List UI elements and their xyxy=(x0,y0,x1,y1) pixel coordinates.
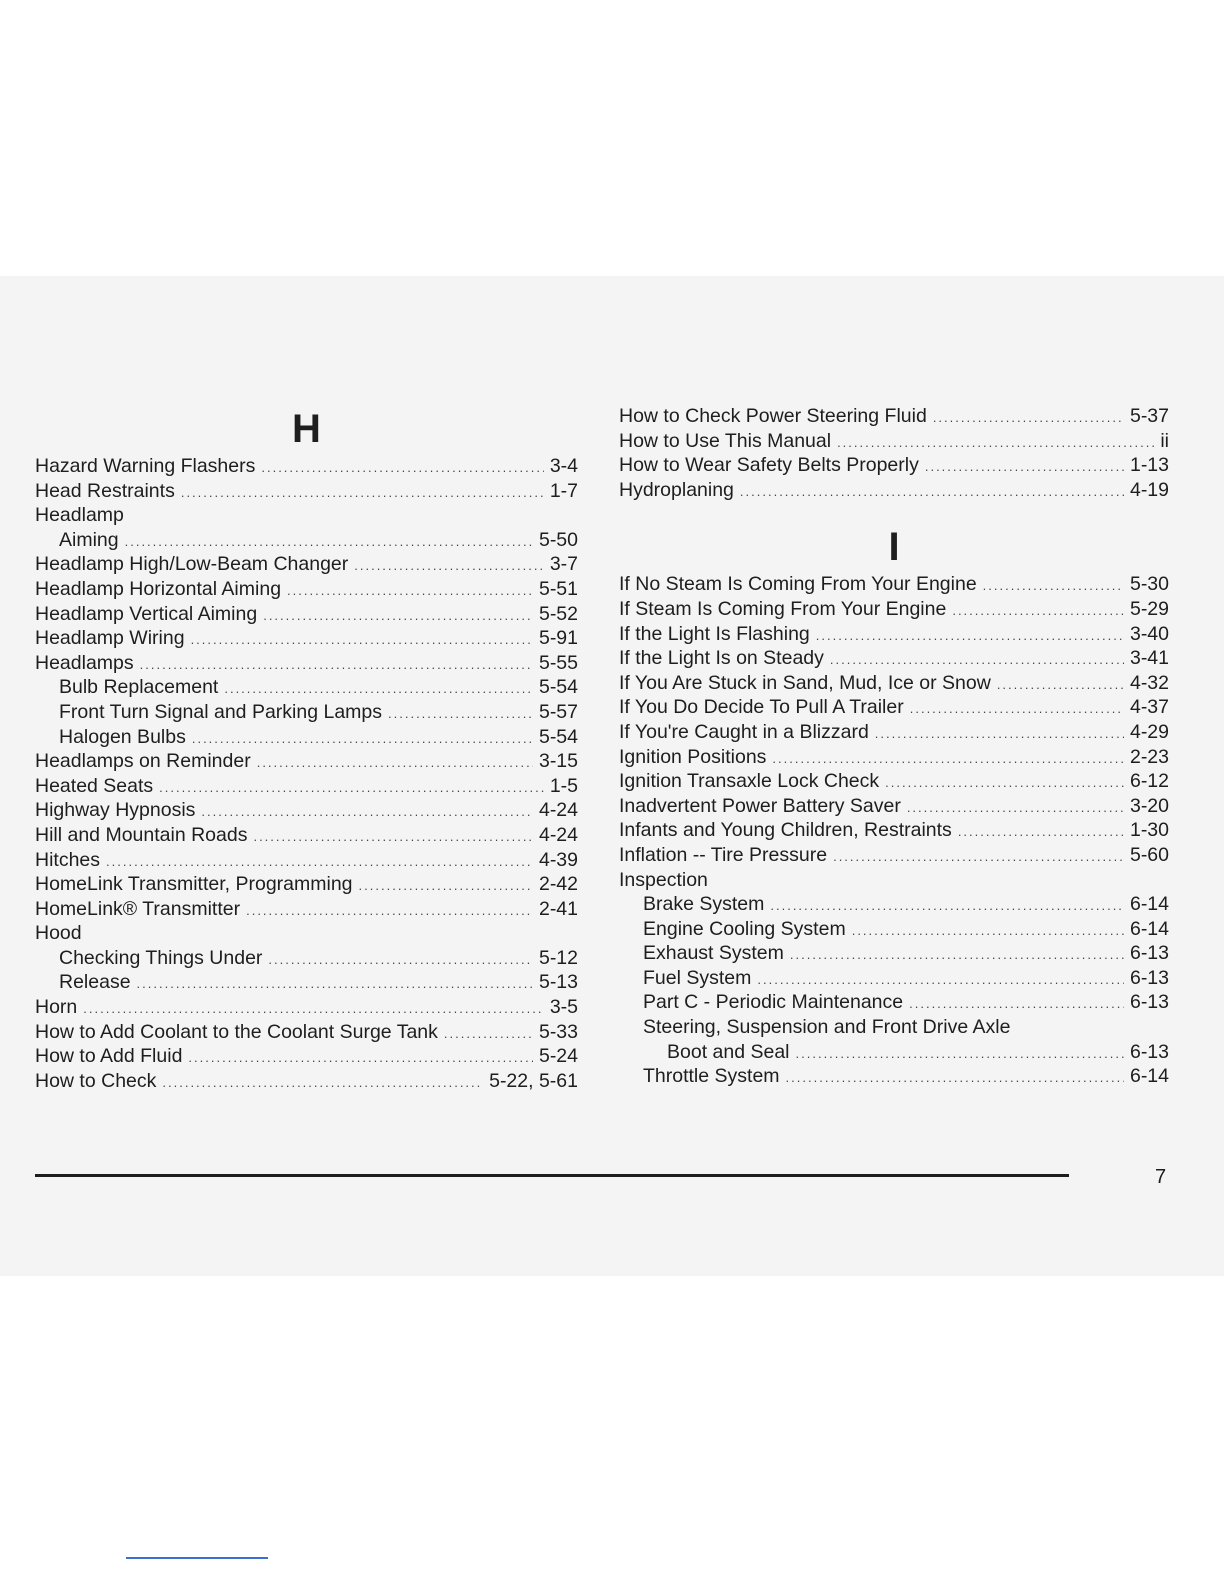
entry-text: Head Restraints xyxy=(35,479,175,502)
dot-leader xyxy=(444,1022,533,1047)
entry-page-ref: 4-32 xyxy=(1129,671,1169,694)
entry-text: If No Steam Is Coming From Your Engine xyxy=(619,573,977,596)
entry-text: Headlamps on Reminder xyxy=(35,750,251,773)
entry-text: Checking Things Under xyxy=(59,946,263,969)
entry-page-ref: 5-54 xyxy=(538,725,578,748)
entry-page-ref: ii xyxy=(1160,429,1169,452)
section-letter-h: H xyxy=(292,407,321,451)
index-entries-h-continued xyxy=(619,404,1169,502)
entry-page-ref: 5-55 xyxy=(538,651,578,674)
entry-page-ref: 5-52 xyxy=(538,602,578,625)
entry-page-ref: 5-33 xyxy=(538,1020,578,1043)
entry-text: Hazard Warning Flashers xyxy=(35,455,256,477)
entry-text: Horn xyxy=(35,996,78,1019)
entry-page-ref: 5-29 xyxy=(1129,597,1169,620)
index-entry xyxy=(35,479,578,504)
index-entry xyxy=(619,429,1169,454)
entry-page-ref: 1-13 xyxy=(1129,454,1169,477)
entry-page-ref: 6-13 xyxy=(1129,966,1169,989)
dot-leader xyxy=(837,431,1154,456)
entry-page-ref: 6-14 xyxy=(1129,1065,1169,1088)
dot-leader xyxy=(910,697,1124,722)
entry-page-ref: 1-30 xyxy=(1129,819,1169,842)
entry-text: Headlamp Vertical Aiming xyxy=(35,602,258,625)
index-entry xyxy=(619,966,1169,991)
index-entry xyxy=(619,794,1169,819)
dot-leader xyxy=(162,1071,483,1096)
dot-leader xyxy=(907,796,1124,821)
footer-rule xyxy=(35,1174,1069,1177)
dot-leader xyxy=(83,997,544,1022)
index-entry xyxy=(619,622,1169,647)
entry-text: Halogen Bulbs xyxy=(59,725,186,748)
entry-page-ref: 4-24 xyxy=(538,823,578,846)
index-entry xyxy=(619,453,1169,478)
entry-page-ref: 2-41 xyxy=(538,897,578,920)
index-entry xyxy=(35,725,578,750)
page-number: 7 xyxy=(1155,1166,1167,1188)
entry-page-ref: 3-4 xyxy=(549,455,578,477)
index-entry xyxy=(35,503,578,528)
section-letter-i: I xyxy=(888,525,900,570)
dot-leader xyxy=(137,972,533,997)
entry-text: Aiming xyxy=(59,528,119,551)
index-entry xyxy=(619,1040,1169,1065)
index-entry xyxy=(619,917,1169,942)
index-entry xyxy=(619,646,1169,671)
entry-text: Headlamp Wiring xyxy=(35,627,185,650)
index-entry xyxy=(619,941,1169,966)
dot-leader xyxy=(958,820,1124,845)
index-entry xyxy=(35,897,578,922)
entry-text: HomeLink® Transmitter xyxy=(35,897,241,920)
entry-page-ref: 5-37 xyxy=(1129,405,1169,427)
dot-leader xyxy=(201,800,533,825)
entry-text: Throttle System xyxy=(643,1065,780,1088)
dot-leader xyxy=(159,776,544,801)
entry-page-ref: 6-13 xyxy=(1129,1040,1169,1063)
entry-text: Fuel System xyxy=(643,966,752,989)
entry-page-ref: 6-14 xyxy=(1129,917,1169,940)
entry-page-ref: 4-19 xyxy=(1129,478,1169,501)
entry-page-ref: 5-24 xyxy=(538,1045,578,1068)
dot-leader xyxy=(192,727,533,752)
entry-page-ref: 2-23 xyxy=(1129,745,1169,768)
entry-text: Headlamp Horizontal Aiming xyxy=(35,577,282,600)
entry-page-ref: 5-60 xyxy=(1129,843,1169,866)
entry-text: Hill and Mountain Roads xyxy=(35,823,248,846)
entry-text: Headlamp High/Low-Beam Changer xyxy=(35,553,349,576)
dot-leader xyxy=(830,648,1124,673)
index-column-right xyxy=(619,404,1169,1089)
entry-page-ref: 5-12 xyxy=(538,946,578,969)
dot-leader xyxy=(354,554,544,579)
entry-page-ref: 6-13 xyxy=(1129,991,1169,1014)
dot-leader xyxy=(253,825,533,850)
dot-leader xyxy=(952,599,1124,624)
entry-page-ref: 5-22, 5-61 xyxy=(489,1069,578,1092)
dot-leader xyxy=(997,673,1124,698)
index-entry xyxy=(35,774,578,799)
index-entry xyxy=(35,798,578,823)
index-entry xyxy=(35,700,578,725)
index-entries-i xyxy=(619,572,1169,1088)
entry-text: If Steam Is Coming From Your Engine xyxy=(619,597,947,620)
index-entry xyxy=(35,1069,578,1094)
dot-leader xyxy=(125,530,533,555)
dot-leader xyxy=(106,850,533,875)
index-entry xyxy=(619,818,1169,843)
dot-leader xyxy=(268,948,533,973)
index-entry xyxy=(35,946,578,971)
entry-text: How to Add Fluid xyxy=(35,1045,183,1068)
entry-page-ref: 5-54 xyxy=(538,676,578,699)
entry-page-ref: 3-41 xyxy=(1129,647,1169,670)
index-entry xyxy=(35,651,578,676)
entry-text: If the Light Is Flashing xyxy=(619,622,810,645)
index-entry xyxy=(35,552,578,577)
entry-text: Ignition Positions xyxy=(619,745,767,768)
entry-text: Infants and Young Children, Restraints xyxy=(619,819,952,842)
entry-text: Inspection xyxy=(619,868,708,891)
dot-leader xyxy=(224,677,533,702)
dot-leader xyxy=(263,604,533,629)
entry-text: Headlamp xyxy=(35,504,124,527)
index-entry xyxy=(35,577,578,602)
index-entry xyxy=(35,528,578,553)
entry-text: Inadvertent Power Battery Saver xyxy=(619,794,901,817)
dot-leader xyxy=(983,574,1124,599)
index-entry xyxy=(619,990,1169,1015)
entry-text: Boot and Seal xyxy=(667,1040,790,1063)
entry-text: How to Check Power Steering Fluid xyxy=(619,405,927,427)
index-entry xyxy=(619,404,1169,429)
entry-page-ref: 1-7 xyxy=(549,479,578,502)
index-entry xyxy=(619,597,1169,622)
entry-text: If You're Caught in a Blizzard xyxy=(619,720,869,743)
entry-page-ref: 1-5 xyxy=(549,774,578,797)
index-entry xyxy=(619,745,1169,770)
entry-text: Steering, Suspension and Front Drive Axle xyxy=(643,1016,1011,1039)
index-column-left xyxy=(35,404,578,1093)
index-entry xyxy=(35,970,578,995)
dot-leader xyxy=(140,653,533,678)
index-entry xyxy=(35,848,578,873)
dot-leader xyxy=(833,845,1124,870)
index-entry xyxy=(35,749,578,774)
dot-leader xyxy=(261,456,543,481)
entry-text: HomeLink Transmitter, Programming xyxy=(35,873,353,896)
index-entry xyxy=(35,823,578,848)
index-entry xyxy=(619,720,1169,745)
index-entry xyxy=(619,478,1169,503)
index-entry xyxy=(35,675,578,700)
entry-text: Highway Hypnosis xyxy=(35,799,196,822)
entry-text: How to Wear Safety Belts Properly xyxy=(619,454,919,477)
dot-leader xyxy=(770,894,1124,919)
entry-page-ref: 4-39 xyxy=(538,848,578,871)
dot-leader xyxy=(287,579,533,604)
entry-text: Inflation -- Tire Pressure xyxy=(619,843,828,866)
entry-page-ref: 5-57 xyxy=(538,700,578,723)
entry-text: Headlamps xyxy=(35,651,134,674)
entry-page-ref: 5-50 xyxy=(538,528,578,551)
entry-page-ref: 3-40 xyxy=(1129,622,1169,645)
dot-leader xyxy=(740,480,1124,505)
entry-page-ref: 4-37 xyxy=(1129,696,1169,719)
entry-page-ref: 6-14 xyxy=(1129,893,1169,916)
entry-text: Part C - Periodic Maintenance xyxy=(643,991,904,1014)
entry-page-ref: 5-91 xyxy=(538,627,578,650)
entry-text: Hood xyxy=(35,922,82,945)
entry-page-ref: 6-12 xyxy=(1129,770,1169,793)
index-entry xyxy=(35,872,578,897)
entry-text: How to Use This Manual xyxy=(619,429,832,452)
dot-leader xyxy=(181,481,544,506)
index-entry xyxy=(619,572,1169,597)
index-entry xyxy=(35,454,578,479)
dot-leader xyxy=(246,899,533,924)
link-underline xyxy=(126,1557,268,1559)
dot-leader xyxy=(757,968,1124,993)
entry-text: Ignition Transaxle Lock Check xyxy=(619,770,880,793)
index-entry xyxy=(35,1020,578,1045)
entry-page-ref: 5-51 xyxy=(538,577,578,600)
index-entry xyxy=(35,1044,578,1069)
index-entry xyxy=(619,868,1169,893)
entry-page-ref: 2-42 xyxy=(538,873,578,896)
entry-text: If You Do Decide To Pull A Trailer xyxy=(619,696,904,719)
dot-leader xyxy=(188,1046,533,1071)
dot-leader xyxy=(875,722,1124,747)
dot-leader xyxy=(359,874,533,899)
entry-text: If the Light Is on Steady xyxy=(619,647,824,670)
entry-text: Hitches xyxy=(35,848,101,871)
entry-text: Brake System xyxy=(643,893,765,916)
index-entry xyxy=(619,769,1169,794)
dot-leader xyxy=(925,455,1124,480)
index-entry xyxy=(35,995,578,1020)
entry-page-ref: 5-30 xyxy=(1129,573,1169,596)
index-entry xyxy=(619,892,1169,917)
dot-leader xyxy=(257,751,533,776)
index-entries-h xyxy=(35,454,578,1093)
dot-leader xyxy=(852,919,1124,944)
dot-leader xyxy=(933,406,1124,431)
dot-leader xyxy=(388,702,533,727)
dot-leader xyxy=(885,771,1124,796)
index-entry xyxy=(35,602,578,627)
dot-leader xyxy=(909,992,1124,1017)
dot-leader xyxy=(786,1066,1124,1091)
entry-text: How to Check xyxy=(35,1069,157,1092)
dot-leader xyxy=(816,624,1124,649)
entry-text: How to Add Coolant to the Coolant Surge Tank xyxy=(35,1020,438,1043)
entry-text: Bulb Replacement xyxy=(59,676,219,699)
entry-text: Hydroplaning xyxy=(619,478,734,501)
index-entry xyxy=(35,626,578,651)
index-entry xyxy=(619,695,1169,720)
entry-text: Heated Seats xyxy=(35,774,154,797)
dot-leader xyxy=(790,943,1124,968)
entry-page-ref: 3-7 xyxy=(549,553,578,576)
entry-page-ref: 6-13 xyxy=(1129,942,1169,965)
dot-leader xyxy=(191,628,533,653)
entry-page-ref: 5-13 xyxy=(538,971,578,994)
entry-page-ref: 3-15 xyxy=(538,750,578,773)
entry-text: Engine Cooling System xyxy=(643,917,846,940)
dot-leader xyxy=(772,747,1124,772)
entry-text: Exhaust System xyxy=(643,942,784,965)
entry-page-ref: 3-5 xyxy=(549,996,578,1019)
index-entry xyxy=(619,1064,1169,1089)
entry-page-ref: 4-29 xyxy=(1129,720,1169,743)
index-entry xyxy=(35,921,578,946)
index-entry xyxy=(619,671,1169,696)
index-entry xyxy=(619,843,1169,868)
dot-leader xyxy=(796,1042,1124,1067)
entry-text: If You Are Stuck in Sand, Mud, Ice or Snow xyxy=(619,671,991,694)
entry-page-ref: 3-20 xyxy=(1129,794,1169,817)
index-entry xyxy=(619,1015,1169,1040)
entry-page-ref: 4-24 xyxy=(538,799,578,822)
entry-text: Front Turn Signal and Parking Lamps xyxy=(59,700,383,723)
entry-text: Release xyxy=(59,971,131,994)
